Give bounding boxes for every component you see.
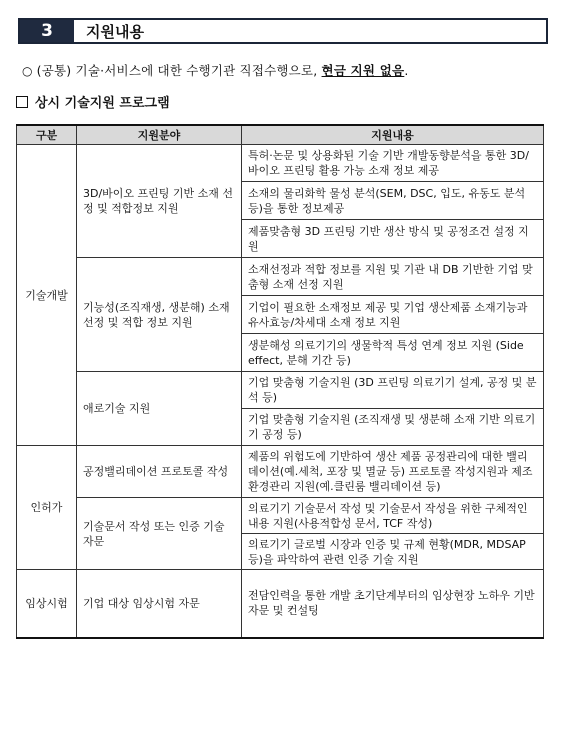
content-cell: 전담인력을 통한 개발 초기단계부터의 임상현장 노하우 기반 자문 및 컨설팅 — [242, 570, 544, 638]
table-row — [17, 372, 544, 409]
area-cell: 공정밸리데이션 프로토콜 작성 — [77, 446, 242, 498]
table-row — [17, 570, 544, 638]
content-cell: 소재선정과 적합 정보를 지원 및 기관 내 DB 기반한 기업 맞춤형 소재 선정 지원 — [242, 258, 544, 296]
checkbox-icon — [16, 96, 28, 108]
area-cell: 기업 대상 임상시험 자문 — [77, 570, 242, 638]
note-end: . — [404, 63, 409, 78]
note-text: (공통) 기술·서비스에 대한 수행기관 직접수행으로, — [36, 63, 322, 78]
category-cell: 인허가 — [17, 446, 77, 570]
support-program-table — [16, 124, 544, 639]
table-row — [17, 258, 544, 296]
area-cell: 3D/바이오 프린팅 기반 소재 선정 및 적합정보 지원 — [77, 145, 242, 258]
area-cell: 애로기술 지원 — [77, 372, 242, 446]
content-cell: 기업이 필요한 소재정보 제공 및 기업 생산제품 소재기능과 유사효능/차세대 소재 정보 지원 — [242, 296, 544, 334]
table-row — [17, 498, 544, 534]
content-cell: 의료기기 기술문서 작성 및 기술문서 작성을 위한 구체적인 내용 지원(사용적합성 문서, TCF 작성) — [242, 498, 544, 534]
section-header — [18, 18, 548, 44]
content-cell: 제품맞춤형 3D 프린팅 기반 생산 방식 및 공정조건 설정 지원 — [242, 220, 544, 258]
subheading-label: 상시 기술지원 프로그램 — [35, 96, 170, 111]
section-number: 3 — [20, 20, 74, 42]
content-cell: 소재의 물리화학 물성 분석(SEM, DSC, 입도, 유동도 분석 등)을 통한 정보제공 — [242, 182, 544, 220]
content-cell: 생분해성 의료기기의 생물학적 특성 연계 정보 지원 (Side effect, 분해 기간 등) — [242, 334, 544, 372]
content-cell: 기업 맞춤형 기술지원 (조직재생 및 생분해 소재 기반 의료기기 공정 등) — [242, 409, 544, 446]
header-area: 지원분야 — [77, 125, 242, 145]
note-emphasis: 현금 지원 없음 — [321, 63, 405, 78]
content-cell: 특허·논문 및 상용화된 기술 기반 개발동향분석을 통한 3D/바이오 프린팅 활용 가능 소재 정보 제공 — [242, 145, 544, 182]
content-cell: 제품의 위험도에 기반하여 생산 제품 공정관리에 대한 밸리데이션(예.세척, 포장 및 멸균 등) 프로토콜 작성지원과 제조환경관리 지원(예.클린룸 밸리데이션 등) — [242, 446, 544, 498]
circle-bullet-icon: ○ — [22, 64, 33, 78]
common-note — [22, 61, 409, 79]
category-cell: 임상시험 — [17, 570, 77, 638]
table-row — [17, 145, 544, 182]
category-cell: 기술개발 — [17, 145, 77, 446]
table-header-row — [17, 125, 544, 145]
area-cell: 기술문서 작성 또는 인증 기술 자문 — [77, 498, 242, 570]
area-cell: 기능성(조직재생, 생분해) 소재선정 및 적합 정보 지원 — [77, 258, 242, 372]
subheading — [16, 92, 170, 111]
header-content: 지원내용 — [242, 125, 544, 145]
header-category: 구분 — [17, 125, 77, 145]
table-row — [17, 446, 544, 498]
section-title: 지원내용 — [86, 22, 144, 41]
content-cell: 기업 맞춤형 기술지원 (3D 프린팅 의료기기 설계, 공정 및 분석 등) — [242, 372, 544, 409]
content-cell: 의료기기 글로벌 시장과 인증 및 규제 현황(MDR, MDSAP 등)을 파악하여 관련 인증 기술 지원 — [242, 534, 544, 570]
